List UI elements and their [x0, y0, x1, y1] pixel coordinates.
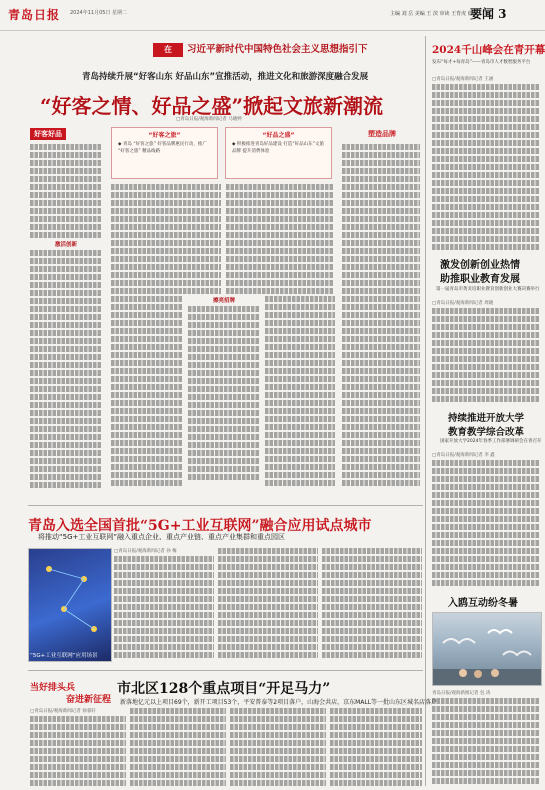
bottom-side-head: 当好排头兵 [30, 683, 76, 693]
feature-col-1 [30, 144, 102, 490]
promo-right-title: “好品之盛” [262, 132, 295, 139]
promo-left-title: “好客之旅” [148, 132, 181, 139]
story2-subtitle: 第一届青岛市黄炎培职业教育创新创业大赛决赛举行 [436, 287, 540, 292]
story3-body [432, 460, 540, 588]
seagull-photo-art [433, 613, 541, 685]
middle-col-3 [322, 548, 422, 666]
photo-caption: “5G+工业互联网”应用场景 [30, 653, 98, 659]
label-right: 塑造品牌 [368, 130, 396, 138]
page-section: 要闻 3 [470, 7, 507, 21]
feature-col-6 [265, 296, 335, 490]
feature-byline: □青岛日报/观海新闻记者 马晓婷 [176, 117, 242, 122]
story3-subtitle: 国家开放大学2024年春季工作部署调研会在青召开 [440, 439, 542, 444]
seagull-photo [432, 612, 542, 686]
industrial-internet-graphic [28, 548, 112, 662]
bottom-col-3 [230, 708, 326, 788]
story2-body [432, 308, 540, 404]
middle-rule [28, 505, 423, 506]
feature-col-2 [111, 184, 221, 294]
story1-byline: □青岛日报/观海新闻记者 王涵 [432, 77, 494, 82]
story2-headline: 激发创新创业热情 [440, 260, 520, 271]
story4-body [432, 698, 540, 786]
bottom-headline: 市北区128个重点项目“开足马力” [117, 681, 331, 697]
bottom-rule [28, 670, 423, 671]
promo-panel [111, 127, 334, 177]
network-graphic [29, 549, 111, 661]
story3-headline: 持续推进开放大学 [448, 413, 525, 424]
promo-left-body: ◆ 青岛 “好客之旅” 好客品牌惠民行动，推广 “好客之旅” 精品线路 [118, 142, 207, 154]
column-divider [425, 36, 426, 786]
bottom-col-1 [30, 716, 126, 788]
middle-col-1 [114, 556, 214, 666]
story1-body [432, 84, 540, 252]
story2-byline: □青岛日报/观海新闻记者 周晓 [432, 301, 494, 306]
feature-col-3 [226, 184, 334, 294]
promo-box-quality [225, 127, 332, 179]
middle-subtitle: 将推动“5G+工业互联网”融入重点企业、重点产业链、重点产业集群和重点园区 [38, 533, 285, 541]
subhead-brand: 擦亮招牌 [212, 298, 235, 304]
middle-headline: 青岛入选全国首批“5G+工业互联网”融合应用试点城市 [28, 518, 372, 534]
feature-col-7 [342, 144, 420, 490]
bottom-subtitle: 新落地亿元以上项目69个，新开工项目53个，平安普泰等2项目落户，山海会共店，京东MALL等一批山东区城名店落户 [120, 699, 438, 706]
promo-right-body: ◆ 积极推进青岛好品建设 打造“好品山东”文旅品牌 提升消费体验 [232, 142, 324, 154]
story4-byline: 青岛日报/观海新闻记者 包 涛 [432, 691, 491, 696]
story1-subtitle: 发布“每才+每青岛”——青岛市人才数智服务平台 [432, 60, 531, 65]
story2-headline-2: 助推职业教育发展 [440, 274, 520, 285]
masthead [0, 0, 545, 31]
section-tag: 在 [153, 43, 183, 57]
label-left: 好客好品 [30, 128, 66, 140]
section-banner-text: 习近平新时代中国特色社会主义思想指引下 [187, 44, 368, 55]
feature-col-4 [111, 296, 183, 490]
feature-subtitle: 青岛持续升展“好客山东 好品山东”宣推活动，推进文化和旅游深度融合发展 [82, 72, 369, 82]
section-banner [153, 43, 405, 57]
newspaper-logo: 青岛日报 [8, 8, 61, 22]
middle-byline: □青岛日报/观海新闻记者 孙 梅 [114, 549, 177, 554]
subhead-innovation: 激活创新 [54, 242, 77, 248]
story4-headline: 入鸥互动纷冬暑 [448, 598, 518, 609]
bottom-side-head-2: 奋进新征程 [66, 695, 112, 705]
story3-byline: □青岛日报/观海新闻记者 李 鑫 [432, 453, 495, 458]
bottom-col-2 [130, 708, 226, 788]
story3-headline-2: 教育教学综合改革 [448, 427, 525, 438]
bottom-col-4 [330, 708, 422, 788]
issue-date: 2024年11月05日 星期二 [70, 10, 128, 16]
middle-col-2 [218, 548, 318, 666]
story1-headline: 2024千山峰会在青开幕 [432, 44, 545, 56]
promo-box-hospitality [111, 127, 218, 179]
feature-col-5 [188, 296, 260, 490]
feature-headline: “好客之情、好品之盛”掀起文旅新潮流 [40, 94, 384, 118]
editor-credits: 主编 刘 岳 美编 王 滨 审读 王育虎 值班 白 燕 [390, 11, 491, 17]
bottom-byline: □青岛日报/观海新闻记者 徐睿轩 [30, 709, 96, 714]
